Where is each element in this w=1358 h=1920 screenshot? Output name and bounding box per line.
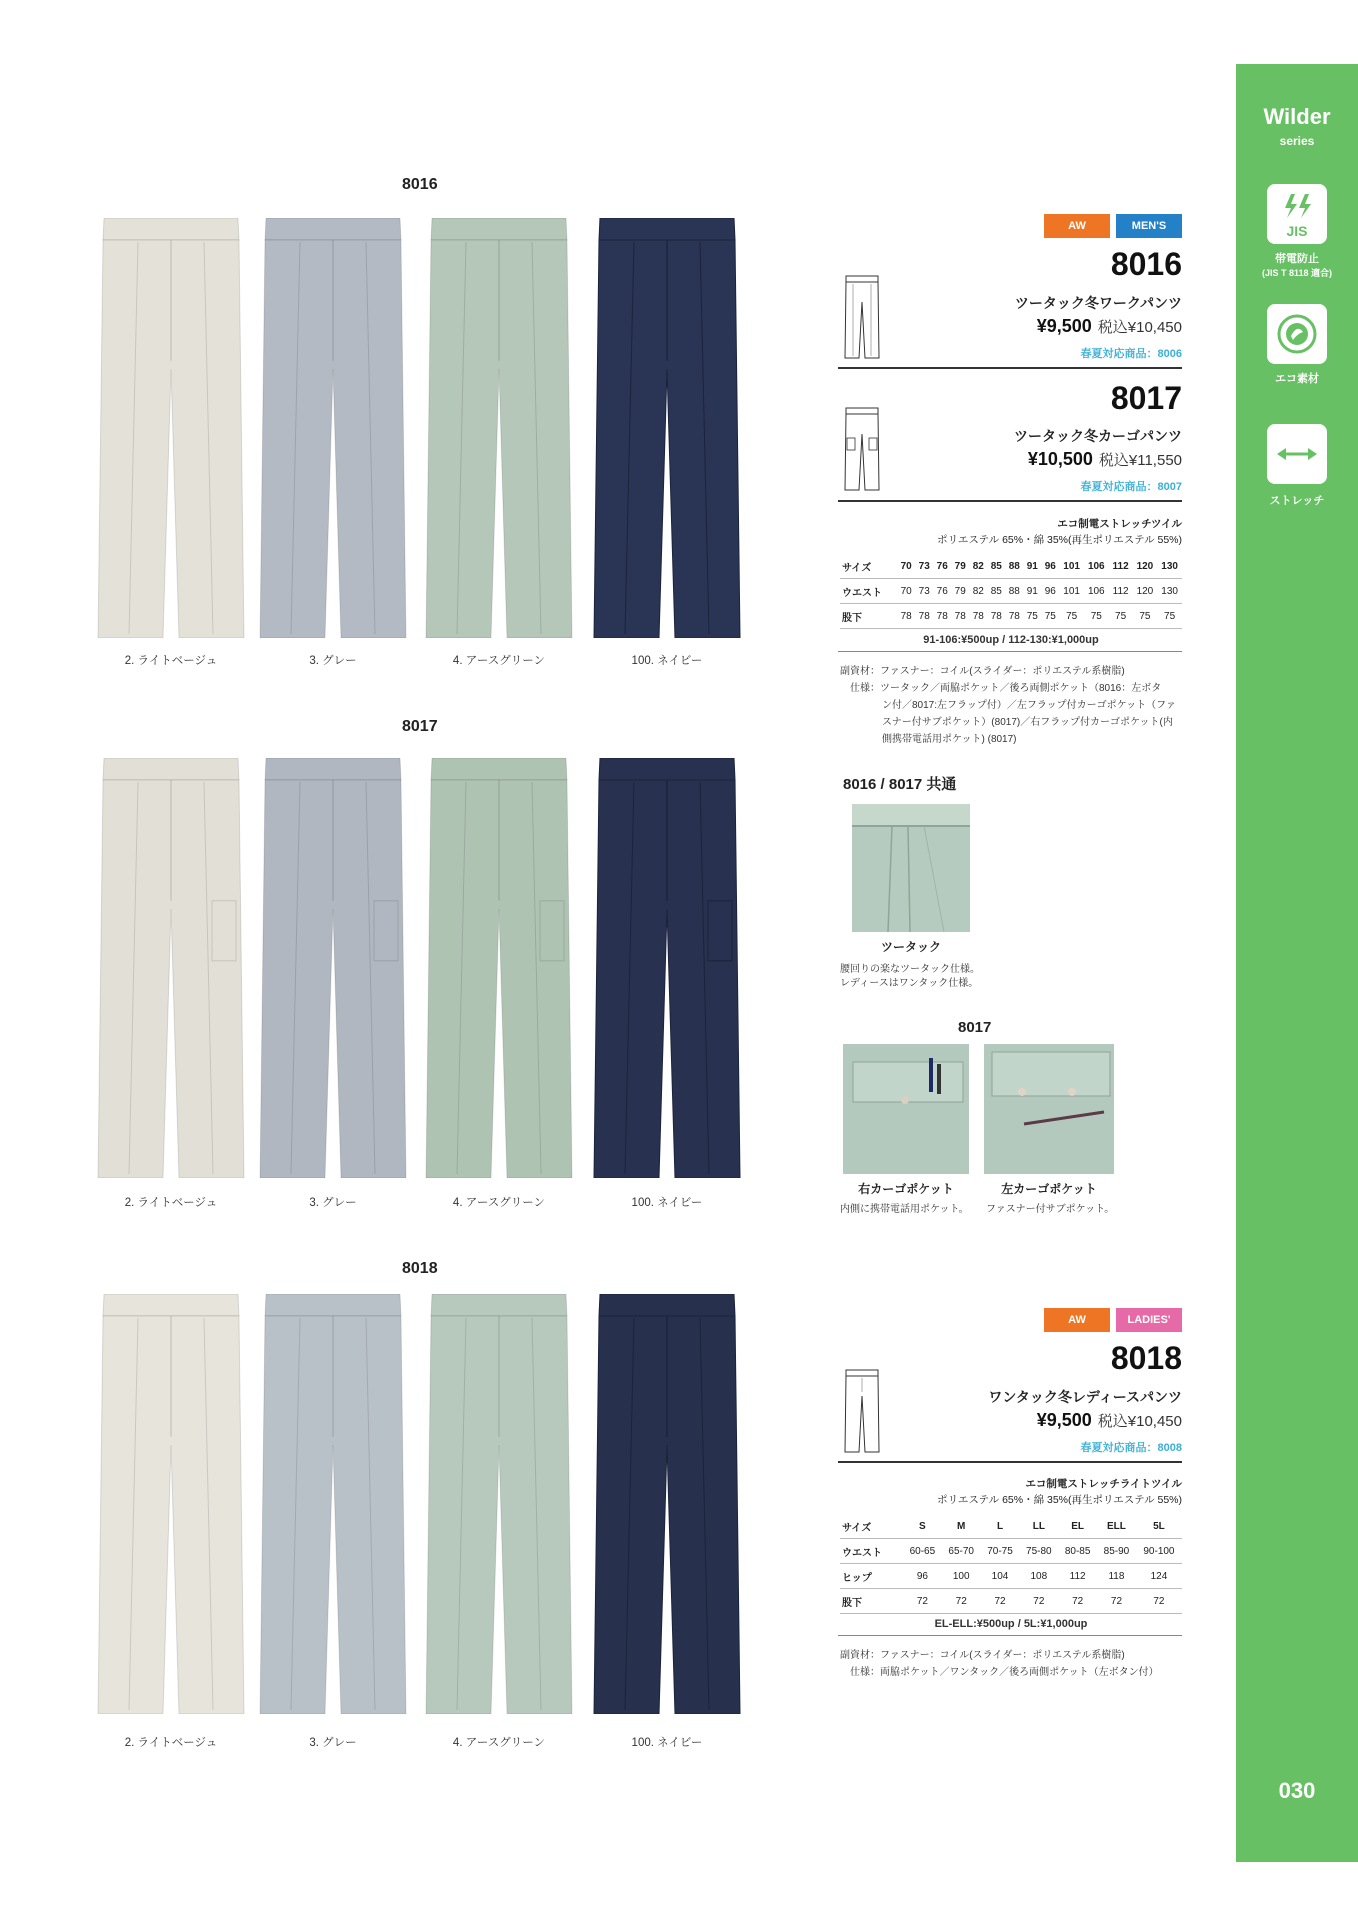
size-cell: 70 bbox=[897, 579, 915, 604]
size-cell: 96 bbox=[1041, 554, 1059, 579]
size-row-header: サイズ bbox=[840, 554, 897, 579]
series-brand: Wilder bbox=[1263, 104, 1331, 129]
price-tax-8018: 税込¥10,450 bbox=[1097, 1413, 1182, 1430]
badge-aw: AW bbox=[1044, 214, 1110, 238]
size-surcharge-note-2: EL-ELL:¥500up / 5L:¥1,000up bbox=[934, 1618, 1088, 1630]
size-row-header: 股下 bbox=[840, 1589, 903, 1614]
size-cell: 88 bbox=[1005, 579, 1023, 604]
size-row-header: サイズ bbox=[840, 1514, 903, 1539]
size-cell: 85 bbox=[987, 579, 1005, 604]
feature-sub-antistatic: (JIS T 8118 適合) bbox=[1261, 268, 1333, 278]
color-caption-8018-1: 2. ライトベージュ bbox=[124, 1737, 218, 1749]
stretch-arrows-icon bbox=[1267, 424, 1327, 484]
sub-material-1: 副資材：ファスナー：コイル(スライダー：ポリエステル系樹脂) bbox=[840, 666, 1125, 677]
size-cell: 75 bbox=[1059, 604, 1084, 629]
spring-summer-link-8017: 春夏対応商品：8007 bbox=[1080, 481, 1182, 493]
fabric-composition-2: ポリエステル 65%・綿 35%(再生ポリエステル 55%) bbox=[937, 1494, 1182, 1506]
size-cell: 72 bbox=[1058, 1589, 1097, 1614]
size-cell: S bbox=[903, 1514, 942, 1539]
size-cell: 130 bbox=[1157, 554, 1182, 579]
size-cell: 75-80 bbox=[1019, 1539, 1058, 1564]
size-cell: 78 bbox=[897, 604, 915, 629]
size-cell: 112 bbox=[1109, 554, 1133, 579]
divider bbox=[838, 367, 1182, 369]
price-tax-8017: 税込¥11,550 bbox=[1098, 452, 1182, 469]
pants-photo-8017-4 bbox=[592, 758, 742, 1178]
size-cell: 96 bbox=[1041, 579, 1059, 604]
product-code-8017: 8017 bbox=[1110, 380, 1182, 416]
feature-label-eco: エコ素材 bbox=[1275, 373, 1319, 385]
size-cell: 100 bbox=[942, 1564, 981, 1589]
price-tax-8016: 税込¥10,450 bbox=[1097, 319, 1182, 336]
pants-photo-8017-1 bbox=[96, 758, 246, 1178]
spec-line-2: ン付／8017:左フラップ付）／左フラップ付カーゴポケット（ファ bbox=[882, 700, 1176, 711]
spring-summer-link-8016: 春夏対応商品：8006 bbox=[1080, 348, 1182, 360]
size-cell: 75 bbox=[1041, 604, 1059, 629]
two-tuck-desc-1: 腰回りの楽なツータック仕様。 bbox=[840, 964, 980, 975]
size-table-row bbox=[840, 1589, 1182, 1614]
pants-photo-8016-3 bbox=[424, 218, 574, 638]
size-cell: 120 bbox=[1133, 554, 1158, 579]
badge-aw: AW bbox=[1044, 1308, 1110, 1332]
product-code-8018: 8018 bbox=[1110, 1340, 1182, 1376]
size-cell: 90-100 bbox=[1136, 1539, 1182, 1564]
size-cell: 78 bbox=[1005, 604, 1023, 629]
divider bbox=[838, 1461, 1182, 1463]
badge-ladies: LADIES' bbox=[1116, 1308, 1182, 1332]
size-cell: 112 bbox=[1058, 1564, 1097, 1589]
size-cell: 85 bbox=[987, 554, 1005, 579]
size-row-header: ヒップ bbox=[840, 1564, 903, 1589]
size-cell: EL bbox=[1058, 1514, 1097, 1539]
size-cell: M bbox=[942, 1514, 981, 1539]
left-cargo-desc: ファスナー付サブポケット。 bbox=[986, 1204, 1115, 1215]
size-cell: 106 bbox=[1084, 579, 1109, 604]
two-tuck-caption: ツータック bbox=[880, 940, 941, 954]
color-caption-8016-3: 4. アースグリーン bbox=[452, 655, 546, 667]
product-code-8016: 8016 bbox=[1110, 246, 1182, 282]
color-caption-8017-4: 100. ネイビー bbox=[631, 1197, 703, 1209]
size-table-row bbox=[840, 579, 1182, 604]
color-caption-8017-1: 2. ライトベージュ bbox=[124, 1197, 218, 1209]
size-cell: 101 bbox=[1059, 554, 1084, 579]
pants-photo-8016-1 bbox=[96, 218, 246, 638]
color-caption-8018-2: 3. グレー bbox=[309, 1737, 357, 1749]
size-cell: 104 bbox=[981, 1564, 1020, 1589]
size-cell: 73 bbox=[915, 579, 933, 604]
size-cell: 82 bbox=[969, 579, 987, 604]
page-number: 030 bbox=[1278, 1778, 1316, 1803]
size-table-row bbox=[840, 1539, 1182, 1564]
right-cargo-pocket-photo bbox=[843, 1044, 969, 1174]
feature-label-stretch: ストレッチ bbox=[1269, 495, 1325, 507]
size-cell: 70 bbox=[897, 554, 915, 579]
fabric-name-2: エコ制電ストレッチライトツイル bbox=[1025, 1478, 1182, 1490]
size-table-row bbox=[840, 604, 1182, 629]
size-cell: 73 bbox=[915, 554, 933, 579]
size-cell: 106 bbox=[1084, 554, 1109, 579]
price-8018 bbox=[882, 1410, 1182, 1431]
color-caption-8016-2: 3. グレー bbox=[309, 655, 357, 667]
jis-antistatic-icon bbox=[1267, 184, 1327, 244]
size-cell: 75 bbox=[1157, 604, 1182, 629]
left-cargo-caption: 左カーゴポケット bbox=[1001, 1182, 1097, 1196]
size-cell: 72 bbox=[1019, 1589, 1058, 1614]
size-cell: LL bbox=[1019, 1514, 1058, 1539]
size-cell: 130 bbox=[1157, 579, 1182, 604]
feature-label-antistatic: 帯電防止 bbox=[1275, 253, 1319, 265]
size-cell: 70-75 bbox=[981, 1539, 1020, 1564]
color-caption-8018-3: 4. アースグリーン bbox=[452, 1737, 546, 1749]
pants-photo-8016-2 bbox=[258, 218, 408, 638]
section-title-8017: 8017 bbox=[402, 718, 438, 735]
size-cell: 91 bbox=[1023, 579, 1041, 604]
size-cell: 78 bbox=[915, 604, 933, 629]
detail-8017-title: 8017 bbox=[958, 1019, 992, 1036]
size-table-8018 bbox=[840, 1514, 1182, 1614]
spec-line-3: スナー付サブポケット）(8017)／右フラップ付カーゴポケット(内 bbox=[882, 717, 1173, 728]
size-table-row bbox=[840, 1564, 1182, 1589]
pants-photo-8018-1 bbox=[96, 1294, 246, 1714]
size-cell: ELL bbox=[1097, 1514, 1136, 1539]
pants-photo-8018-3 bbox=[424, 1294, 574, 1714]
size-cell: 78 bbox=[969, 604, 987, 629]
size-cell: 82 bbox=[969, 554, 987, 579]
left-cargo-pocket-photo bbox=[984, 1044, 1114, 1174]
size-cell: 75 bbox=[1133, 604, 1158, 629]
eco-material-icon bbox=[1267, 304, 1327, 364]
right-cargo-desc: 内側に携帯電話用ポケット。 bbox=[840, 1204, 969, 1215]
size-cell: 72 bbox=[981, 1589, 1020, 1614]
size-cell: 60-65 bbox=[903, 1539, 942, 1564]
size-cell: 75 bbox=[1109, 604, 1133, 629]
product-name-8017: ツータック冬カーゴパンツ bbox=[1014, 428, 1182, 444]
size-cell: 76 bbox=[933, 579, 951, 604]
pants-photo-8017-3 bbox=[424, 758, 574, 1178]
divider bbox=[838, 500, 1182, 502]
size-cell: 85-90 bbox=[1097, 1539, 1136, 1564]
pants-photo-8018-4 bbox=[592, 1294, 742, 1714]
section-title-8016: 8016 bbox=[402, 176, 438, 193]
size-cell: 5L bbox=[1136, 1514, 1182, 1539]
size-cell: 124 bbox=[1136, 1564, 1182, 1589]
spec-line-8018: 仕様：両脇ポケット／ワンタック／後ろ両側ポケット（左ボタン付） bbox=[850, 1667, 1159, 1678]
pants-photo-8018-2 bbox=[258, 1294, 408, 1714]
size-cell: 78 bbox=[933, 604, 951, 629]
divider bbox=[838, 1635, 1182, 1636]
right-cargo-caption: 右カーゴポケット bbox=[858, 1182, 954, 1196]
size-surcharge-note-1: 91-106:¥500up / 112-130:¥1,000up bbox=[923, 634, 1099, 646]
size-cell: 118 bbox=[1097, 1564, 1136, 1589]
color-caption-8018-4: 100. ネイビー bbox=[631, 1737, 703, 1749]
spec-line-4: 側携帯電話用ポケット) (8017) bbox=[882, 734, 1017, 745]
size-cell: L bbox=[981, 1514, 1020, 1539]
color-caption-8017-3: 4. アースグリーン bbox=[452, 1197, 546, 1209]
size-row-header: 股下 bbox=[840, 604, 897, 629]
price-8016 bbox=[882, 316, 1182, 337]
size-cell: 108 bbox=[1019, 1564, 1058, 1589]
size-cell: 101 bbox=[1059, 579, 1084, 604]
color-caption-8017-2: 3. グレー bbox=[309, 1197, 357, 1209]
size-row-header: ウエスト bbox=[840, 1539, 903, 1564]
section-title-8018: 8018 bbox=[402, 1260, 438, 1277]
spring-summer-link-8018: 春夏対応商品：8008 bbox=[1080, 1442, 1182, 1454]
two-tuck-desc-2: レディースはワンタック仕様。 bbox=[840, 978, 979, 989]
size-cell: 75 bbox=[1023, 604, 1041, 629]
size-cell: 75 bbox=[1084, 604, 1109, 629]
price-value-8018: ¥9,500 bbox=[1036, 1410, 1092, 1430]
size-cell: 72 bbox=[1136, 1589, 1182, 1614]
divider bbox=[838, 651, 1182, 652]
size-cell: 78 bbox=[951, 604, 969, 629]
color-caption-8016-4: 100. ネイビー bbox=[631, 655, 703, 667]
product-name-8016: ツータック冬ワークパンツ bbox=[1014, 295, 1182, 311]
size-cell: 80-85 bbox=[1058, 1539, 1097, 1564]
pants-line-drawing-8018 bbox=[842, 1366, 882, 1456]
size-cell: 112 bbox=[1109, 579, 1133, 604]
size-cell: 88 bbox=[1005, 554, 1023, 579]
fabric-name-1: エコ制電ストレッチツイル bbox=[1057, 518, 1182, 530]
size-cell: 72 bbox=[1097, 1589, 1136, 1614]
size-cell: 76 bbox=[933, 554, 951, 579]
size-cell: 72 bbox=[903, 1589, 942, 1614]
price-8017 bbox=[882, 449, 1182, 470]
pants-photo-8016-4 bbox=[592, 218, 742, 638]
product-name-8018: ワンタック冬レディースパンツ bbox=[988, 1389, 1182, 1405]
spec-line-1: 仕様：ツータック／両脇ポケット／後ろ両側ポケット（8016：左ボタ bbox=[850, 683, 1162, 694]
size-row-header: ウエスト bbox=[840, 579, 897, 604]
size-cell: 72 bbox=[942, 1589, 981, 1614]
pants-line-drawing-8017 bbox=[842, 404, 882, 494]
size-cell: 96 bbox=[903, 1564, 942, 1589]
badge-mens: MEN'S bbox=[1116, 214, 1182, 238]
price-value-8016: ¥9,500 bbox=[1036, 316, 1092, 336]
pants-line-drawing-8016 bbox=[842, 272, 882, 362]
size-table-8016-8017 bbox=[840, 554, 1182, 629]
fabric-composition-1: ポリエステル 65%・綿 35%(再生ポリエステル 55%) bbox=[937, 534, 1182, 546]
size-table-row bbox=[840, 1514, 1182, 1539]
price-value-8017: ¥10,500 bbox=[1027, 449, 1093, 469]
series-subtitle: series bbox=[1279, 134, 1315, 148]
size-cell: 91 bbox=[1023, 554, 1041, 579]
common-detail-title: 8016 / 8017 共通 bbox=[843, 776, 957, 793]
size-cell: 79 bbox=[951, 579, 969, 604]
pants-photo-8017-2 bbox=[258, 758, 408, 1178]
size-cell: 65-70 bbox=[942, 1539, 981, 1564]
color-caption-8016-1: 2. ライトベージュ bbox=[124, 655, 218, 667]
two-tuck-detail-photo bbox=[852, 804, 970, 932]
size-cell: 79 bbox=[951, 554, 969, 579]
size-cell: 78 bbox=[987, 604, 1005, 629]
size-table-row bbox=[840, 554, 1182, 579]
jis-text: JIS bbox=[1286, 223, 1308, 239]
size-cell: 120 bbox=[1133, 579, 1158, 604]
sub-material-2: 副資材：ファスナー：コイル(スライダー：ポリエステル系樹脂) bbox=[840, 1650, 1125, 1661]
